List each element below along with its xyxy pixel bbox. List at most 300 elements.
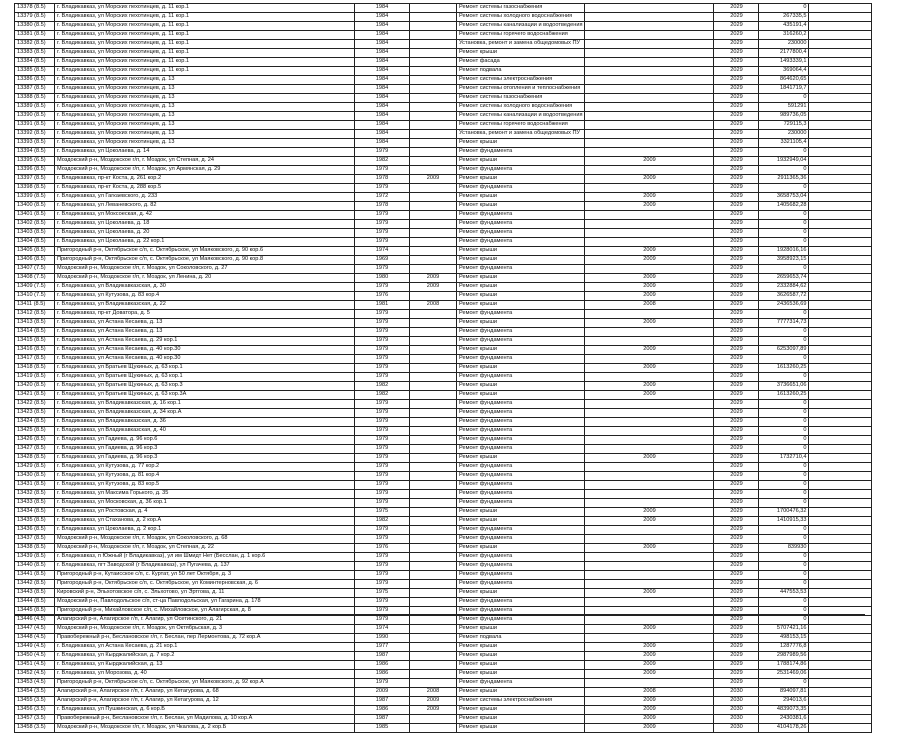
last-repair-year-cell (410, 319, 457, 328)
last-repair-year-cell (410, 409, 457, 418)
cost-cell: 0 (759, 355, 809, 364)
record-number-cell: 13455 (3.5) (15, 697, 55, 706)
year-built-cell: 1984 (355, 67, 410, 76)
planned-start-cell: 2009 (585, 625, 714, 634)
empty-cell (809, 22, 872, 31)
planned-start-cell: 2009 (585, 661, 714, 670)
repair-type-cell: Ремонт крыши (457, 364, 585, 373)
year-built-cell: 1979 (355, 607, 410, 616)
cost-cell: 0 (759, 580, 809, 589)
cost-cell: 2332884,62 (759, 283, 809, 292)
planned-start-cell (585, 490, 714, 499)
last-repair-year-cell (410, 463, 457, 472)
table-row (15, 256, 872, 265)
record-number-cell: 13447 (4.5) (15, 625, 55, 634)
planned-start-cell (585, 130, 714, 139)
planned-start-cell: 2009 (585, 175, 714, 184)
record-number-cell: 13390 (8.5) (15, 112, 55, 121)
cost-cell: 0 (759, 679, 809, 688)
record-number-cell: 13409 (7.5) (15, 283, 55, 292)
address-cell: г. Владикавказ, ул Моксоеская, д. 42 (55, 211, 355, 220)
empty-cell (809, 706, 872, 715)
last-repair-year-cell (410, 436, 457, 445)
repair-type-cell: Ремонт подвала (457, 67, 585, 76)
planned-year-cell: 2029 (714, 310, 759, 319)
last-repair-year-cell (410, 22, 457, 31)
empty-cell (809, 103, 872, 112)
address-cell: г. Владикавказ, ул Цоколаева, д. 22 кор.1 (55, 238, 355, 247)
planned-start-cell (585, 22, 714, 31)
year-built-cell: 1979 (355, 535, 410, 544)
cost-cell: 0 (759, 337, 809, 346)
cost-cell: 1410915,33 (759, 517, 809, 526)
address-cell: г. Владикавказ, ул Морских пехотинцев, д. 13 (55, 130, 355, 139)
planned-start-cell (585, 4, 714, 13)
planned-start-cell: 2009 (585, 382, 714, 391)
planned-year-cell: 2029 (714, 112, 759, 121)
record-number-cell: 13445 (8.5) (15, 607, 55, 616)
repair-type-cell: Ремонт фундамента (457, 526, 585, 535)
last-repair-year-cell (410, 265, 457, 274)
last-repair-year-cell (410, 535, 457, 544)
planned-start-cell (585, 571, 714, 580)
table-row (15, 274, 872, 283)
cost-cell: 0 (759, 328, 809, 337)
year-built-cell: 1979 (355, 319, 410, 328)
planned-year-cell: 2029 (714, 634, 759, 643)
planned-year-cell: 2029 (714, 292, 759, 301)
repair-type-cell: Ремонт крыши (457, 670, 585, 679)
last-repair-year-cell (410, 589, 457, 598)
last-repair-year-cell (410, 643, 457, 652)
year-built-cell: 1979 (355, 679, 410, 688)
record-number-cell: 13381 (8.5) (15, 31, 55, 40)
cost-cell: 2531469,06 (759, 670, 809, 679)
planned-year-cell: 2029 (714, 490, 759, 499)
record-number-cell: 13393 (8.5) (15, 139, 55, 148)
planned-year-cell: 2029 (714, 679, 759, 688)
year-built-cell: 1979 (355, 238, 410, 247)
table-row (15, 211, 872, 220)
empty-cell (809, 67, 872, 76)
record-number-cell: 13428 (8.5) (15, 454, 55, 463)
last-repair-year-cell (410, 553, 457, 562)
year-built-cell: 1979 (355, 211, 410, 220)
record-number-cell: 13411 (8.5) (15, 301, 55, 310)
record-number-cell: 13407 (7.5) (15, 265, 55, 274)
record-number-cell: 13435 (8.5) (15, 517, 55, 526)
year-built-cell: 1979 (355, 148, 410, 157)
cost-cell: 0 (759, 598, 809, 607)
address-cell: г. Владикавказ, ул Пушкинская, д. 6 кор.Б (55, 706, 355, 715)
table-row (15, 580, 872, 589)
cost-cell: 0 (759, 436, 809, 445)
year-built-cell: 1979 (355, 409, 410, 418)
planned-year-cell: 2029 (714, 256, 759, 265)
planned-year-cell: 2029 (714, 526, 759, 535)
record-number-cell: 13395 (6.5) (15, 157, 55, 166)
address-cell: г. Владикавказ, ул Братьев Щукиных, д. 63 кор.1 (55, 364, 355, 373)
record-number-cell: 13405 (8.5) (15, 247, 55, 256)
cost-cell: 0 (759, 373, 809, 382)
record-number-cell: 13431 (8.5) (15, 481, 55, 490)
table-row (15, 301, 872, 310)
address-cell: г. Владикавказ, ул Гадиева, д. 96 кор.6 (55, 436, 355, 445)
address-cell: г. Владикавказ, ул Морских пехотинцев, д. 11 кор.1 (55, 58, 355, 67)
cost-cell: 0 (759, 409, 809, 418)
record-number-cell: 13410 (7.5) (15, 292, 55, 301)
cost-cell: 1613260,25 (759, 364, 809, 373)
record-number-cell: 13418 (8.5) (15, 364, 55, 373)
year-built-cell: 1979 (355, 328, 410, 337)
address-cell: Кировский р-н, Эльхотовское с/п, с. Эльхотово, ул Эртгова, д. 11 (55, 589, 355, 598)
address-cell: г. Владикавказ, ул Астана Кесаева, д. 29 кор.1 (55, 337, 355, 346)
empty-cell (809, 238, 872, 247)
table-row (15, 13, 872, 22)
address-cell: г. Владикавказ, ул Цоколаева, д. 14 (55, 148, 355, 157)
table-row (15, 202, 872, 211)
repair-type-cell: Ремонт фундамента (457, 679, 585, 688)
planned-year-cell: 2029 (714, 562, 759, 571)
table-row (15, 553, 872, 562)
planned-year-cell: 2029 (714, 589, 759, 598)
address-cell: г. Владикавказ, ул Братьев Щукиных, д. 63 кор.1 (55, 373, 355, 382)
planned-start-cell (585, 49, 714, 58)
planned-start-cell (585, 139, 714, 148)
table-row (15, 283, 872, 292)
repair-type-cell: Ремонт фасада (457, 58, 585, 67)
record-number-cell: 13385 (8.5) (15, 67, 55, 76)
address-cell: г. Владикавказ, ул Цоколаева, д. 2 кор.1 (55, 526, 355, 535)
record-number-cell: 13379 (8.5) (15, 13, 55, 22)
repair-type-cell: Ремонт крыши (457, 175, 585, 184)
year-built-cell: 1975 (355, 589, 410, 598)
repair-type-cell: Ремонт крыши (457, 715, 585, 724)
year-built-cell: 1972 (355, 193, 410, 202)
repair-type-cell: Ремонт крыши (457, 247, 585, 256)
repair-type-cell: Ремонт фундамента (457, 355, 585, 364)
address-cell: г. Владикавказ, ул Владикавказская, д. 34 кор.А (55, 409, 355, 418)
record-number-cell: 13422 (8.5) (15, 400, 55, 409)
cost-cell: 3321105,4 (759, 139, 809, 148)
cost-cell: 447553,53 (759, 589, 809, 598)
table-row (15, 490, 872, 499)
empty-cell (809, 355, 872, 364)
repair-type-cell: Ремонт крыши (457, 688, 585, 697)
empty-cell (809, 139, 872, 148)
record-number-cell: 13426 (8.5) (15, 436, 55, 445)
planned-start-cell (585, 13, 714, 22)
repair-type-cell: Ремонт фундамента (457, 373, 585, 382)
cost-cell: 0 (759, 4, 809, 13)
address-cell: Алагирский р-н, Алагирское г/п, г. Алагир, ул Кетагурова, д. 12 (55, 697, 355, 706)
last-repair-year-cell: 2009 (410, 283, 457, 292)
planned-start-cell (585, 526, 714, 535)
table-row (15, 445, 872, 454)
table-row (15, 247, 872, 256)
table-row (15, 220, 872, 229)
cost-cell: 5707421,16 (759, 625, 809, 634)
address-cell: г. Владикавказ, ул Стаханова, д. 2 кор.А (55, 517, 355, 526)
planned-year-cell: 2029 (714, 148, 759, 157)
planned-start-cell (585, 103, 714, 112)
repair-type-cell: Ремонт крыши (457, 625, 585, 634)
cost-cell: 0 (759, 490, 809, 499)
planned-year-cell: 2029 (714, 661, 759, 670)
repair-type-cell: Ремонт фундамента (457, 472, 585, 481)
record-number-cell: 13438 (8.5) (15, 544, 55, 553)
empty-cell (809, 193, 872, 202)
cost-cell: 2911365,36 (759, 175, 809, 184)
record-number-cell: 13380 (8.5) (15, 22, 55, 31)
table-row (15, 346, 872, 355)
last-repair-year-cell (410, 58, 457, 67)
empty-cell (809, 535, 872, 544)
table-row (15, 328, 872, 337)
empty-cell (809, 319, 872, 328)
cost-cell: 729115,3 (759, 121, 809, 130)
planned-year-cell: 2029 (714, 607, 759, 616)
planned-year-cell: 2030 (714, 715, 759, 724)
record-number-cell: 13419 (8.5) (15, 373, 55, 382)
repair-type-cell: Установка, ремонт и замена общедомовых ПУ (457, 40, 585, 49)
empty-cell (809, 553, 872, 562)
planned-year-cell: 2029 (714, 94, 759, 103)
last-repair-year-cell (410, 670, 457, 679)
address-cell: г. Владикавказ, ул Гадиева, д. 96 кор.3 (55, 454, 355, 463)
planned-start-cell (585, 67, 714, 76)
address-cell: г. Владикавказ, ул Морских пехотинцев, д. 13 (55, 94, 355, 103)
empty-cell (809, 94, 872, 103)
record-number-cell: 13437 (8.5) (15, 535, 55, 544)
planned-year-cell: 2030 (714, 697, 759, 706)
record-number-cell: 13398 (8.5) (15, 184, 55, 193)
address-cell: г. Владикавказ, ул Владикавказская, д. 22 (55, 301, 355, 310)
address-cell: г. Владикавказ, ул Морских пехотинцев, д. 11 кор.1 (55, 4, 355, 13)
cost-cell: 0 (759, 220, 809, 229)
year-built-cell: 1984 (355, 13, 410, 22)
planned-year-cell: 2029 (714, 445, 759, 454)
year-built-cell: 1984 (355, 22, 410, 31)
year-built-cell: 1982 (355, 391, 410, 400)
record-number-cell: 13387 (8.5) (15, 85, 55, 94)
last-repair-year-cell (410, 166, 457, 175)
address-cell: г. Владикавказ, ул Астана Кесаева, д. 40 кор.30 (55, 346, 355, 355)
planned-start-cell (585, 211, 714, 220)
planned-start-cell (585, 535, 714, 544)
address-cell: Пригородный р-н, Михайловское с/п, с. Михайловское, ул Алагирская, д. 8 (55, 607, 355, 616)
cost-cell: 369064,4 (759, 67, 809, 76)
last-repair-year-cell (410, 400, 457, 409)
planned-start-cell (585, 427, 714, 436)
planned-start-cell: 2009 (585, 346, 714, 355)
repair-type-cell: Ремонт системы канализации и водоотведения (457, 22, 585, 31)
empty-cell (809, 679, 872, 688)
empty-cell (809, 58, 872, 67)
planned-year-cell: 2029 (714, 472, 759, 481)
record-number-cell: 13378 (8.5) (15, 4, 55, 13)
record-number-cell: 13401 (8.5) (15, 211, 55, 220)
record-number-cell: 13392 (8.5) (15, 130, 55, 139)
year-built-cell: 1984 (355, 58, 410, 67)
empty-cell (809, 148, 872, 157)
repair-type-cell: Ремонт крыши (457, 274, 585, 283)
year-built-cell: 1979 (355, 400, 410, 409)
record-number-cell: 13454 (3.5) (15, 688, 55, 697)
repair-type-cell: Ремонт фундамента (457, 211, 585, 220)
address-cell: г. Владикавказ, пр-кт Доватора, д. 5 (55, 310, 355, 319)
address-cell: Моздокский р-н, Моздокское г/п, г. Моздок, ул Соколовского, д. 68 (55, 535, 355, 544)
address-cell: г. Владикавказ, ул Московская, д. 36 кор.1 (55, 499, 355, 508)
last-repair-year-cell (410, 652, 457, 661)
address-cell: Моздокский р-н, Моздокское г/п, г. Моздок, ул Армянская, д. 29 (55, 166, 355, 175)
table-row (15, 427, 872, 436)
record-number-cell: 13389 (8.5) (15, 103, 55, 112)
record-number-cell: 13448 (4.5) (15, 634, 55, 643)
repair-type-cell: Ремонт фундамента (457, 562, 585, 571)
planned-year-cell: 2029 (714, 184, 759, 193)
repair-type-cell: Ремонт системы газоснабжения (457, 4, 585, 13)
cost-cell: 3736651,06 (759, 382, 809, 391)
planned-start-cell: 2009 (585, 697, 714, 706)
planned-year-cell: 2029 (714, 22, 759, 31)
planned-year-cell: 2029 (714, 580, 759, 589)
planned-start-cell (585, 355, 714, 364)
planned-start-cell (585, 499, 714, 508)
address-cell: г. Владикавказ, ул Морских пехотинцев, д. 11 кор.1 (55, 22, 355, 31)
planned-start-cell (585, 265, 714, 274)
repair-type-cell: Ремонт крыши (457, 544, 585, 553)
empty-cell (809, 652, 872, 661)
repair-type-cell: Ремонт фундамента (457, 571, 585, 580)
last-repair-year-cell (410, 544, 457, 553)
repair-type-cell: Ремонт крыши (457, 643, 585, 652)
planned-start-cell (585, 373, 714, 382)
record-number-cell: 13432 (8.5) (15, 490, 55, 499)
repair-type-cell: Ремонт подвала (457, 634, 585, 643)
record-number-cell: 13453 (4.5) (15, 679, 55, 688)
table-row (15, 571, 872, 580)
address-cell: г. Владикавказ, ул Кутузова, д. 81 кор.4 (55, 472, 355, 481)
empty-cell (809, 490, 872, 499)
planned-year-cell: 2029 (714, 301, 759, 310)
planned-start-cell (585, 238, 714, 247)
cost-cell: 3626587,72 (759, 292, 809, 301)
repair-type-cell: Ремонт крыши (457, 454, 585, 463)
table-row (15, 148, 872, 157)
planned-year-cell: 2029 (714, 238, 759, 247)
empty-cell (809, 436, 872, 445)
cost-cell: 0 (759, 94, 809, 103)
table-row (15, 418, 872, 427)
table-row (15, 688, 872, 697)
address-cell: г. Владикавказ, ул Гадиева, д. 96 кор.3 (55, 445, 355, 454)
cost-cell: 2430381,6 (759, 715, 809, 724)
empty-cell (809, 697, 872, 706)
repair-type-cell: Ремонт крыши (457, 139, 585, 148)
planned-year-cell: 2029 (714, 499, 759, 508)
cost-cell: 0 (759, 400, 809, 409)
planned-start-cell (585, 85, 714, 94)
address-cell: Пригородный р-н, Октябрьское с/п, с. Октябрьское, ул Маяковского, д. 90 кор.6 (55, 247, 355, 256)
year-built-cell: 1975 (355, 508, 410, 517)
cost-cell: 435191,4 (759, 22, 809, 31)
table-row (15, 697, 872, 706)
last-repair-year-cell (410, 184, 457, 193)
last-repair-year-cell (410, 4, 457, 13)
record-number-cell: 13457 (3.5) (15, 715, 55, 724)
page-footer-rule (14, 614, 865, 629)
repair-type-cell: Ремонт фундамента (457, 418, 585, 427)
last-repair-year-cell (410, 490, 457, 499)
address-cell: г. Владикавказ, пр-кт Коста, д. 261 кор.2 (55, 175, 355, 184)
address-cell: г. Владикавказ, ул Морских пехотинцев, д. 13 (55, 103, 355, 112)
planned-year-cell: 2029 (714, 175, 759, 184)
empty-cell (809, 580, 872, 589)
address-cell: г. Владикавказ, ул Гагкаевского, д. 233 (55, 193, 355, 202)
planned-year-cell: 2029 (714, 211, 759, 220)
empty-cell (809, 472, 872, 481)
planned-start-cell (585, 679, 714, 688)
repair-type-cell: Ремонт фундамента (457, 220, 585, 229)
planned-year-cell: 2029 (714, 364, 759, 373)
planned-year-cell: 2029 (714, 571, 759, 580)
planned-start-cell (585, 598, 714, 607)
empty-cell (809, 688, 872, 697)
empty-cell (809, 112, 872, 121)
cost-cell: 0 (759, 184, 809, 193)
address-cell: г. Владикавказ, ул Морских пехотинцев, д. 13 (55, 121, 355, 130)
table-row (15, 229, 872, 238)
planned-start-cell: 2009 (585, 508, 714, 517)
address-cell: Правобережный р-н, Беслановское г/п, г. Беслан, пер Лермонтова, д. 72 кор.А (55, 634, 355, 643)
repair-type-cell: Ремонт системы горячего водоснабжения (457, 121, 585, 130)
planned-year-cell: 2029 (714, 31, 759, 40)
planned-year-cell: 2029 (714, 76, 759, 85)
address-cell: г. Владикавказ, ул Владикавказская, д. 30 (55, 283, 355, 292)
cost-cell: 2177800,4 (759, 49, 809, 58)
planned-year-cell: 2029 (714, 625, 759, 634)
empty-cell (809, 265, 872, 274)
planned-year-cell: 2029 (714, 670, 759, 679)
planned-year-cell: 2029 (714, 85, 759, 94)
cost-cell: 0 (759, 238, 809, 247)
empty-cell (809, 418, 872, 427)
year-built-cell: 1984 (355, 121, 410, 130)
address-cell: г. Владикавказ, ул Астана Кесаева, д. 21 кор.1 (55, 643, 355, 652)
table-row (15, 31, 872, 40)
planned-year-cell: 2029 (714, 166, 759, 175)
empty-cell (809, 211, 872, 220)
record-number-cell: 13394 (8.5) (15, 148, 55, 157)
empty-cell (809, 427, 872, 436)
table-row (15, 670, 872, 679)
record-number-cell: 13433 (8.5) (15, 499, 55, 508)
repair-type-cell: Ремонт крыши (457, 391, 585, 400)
cost-cell: 0 (759, 472, 809, 481)
address-cell: г. Владикавказ, ул Морских пехотинцев, д. 13 (55, 112, 355, 121)
empty-cell (809, 634, 872, 643)
record-number-cell: 13443 (8.5) (15, 589, 55, 598)
empty-cell (809, 130, 872, 139)
planned-start-cell (585, 229, 714, 238)
year-built-cell: 1990 (355, 634, 410, 643)
repair-type-cell: Ремонт фундамента (457, 463, 585, 472)
last-repair-year-cell (410, 94, 457, 103)
year-built-cell: 1979 (355, 616, 410, 625)
record-number-cell: 13452 (4.5) (15, 670, 55, 679)
year-built-cell: 1984 (355, 130, 410, 139)
